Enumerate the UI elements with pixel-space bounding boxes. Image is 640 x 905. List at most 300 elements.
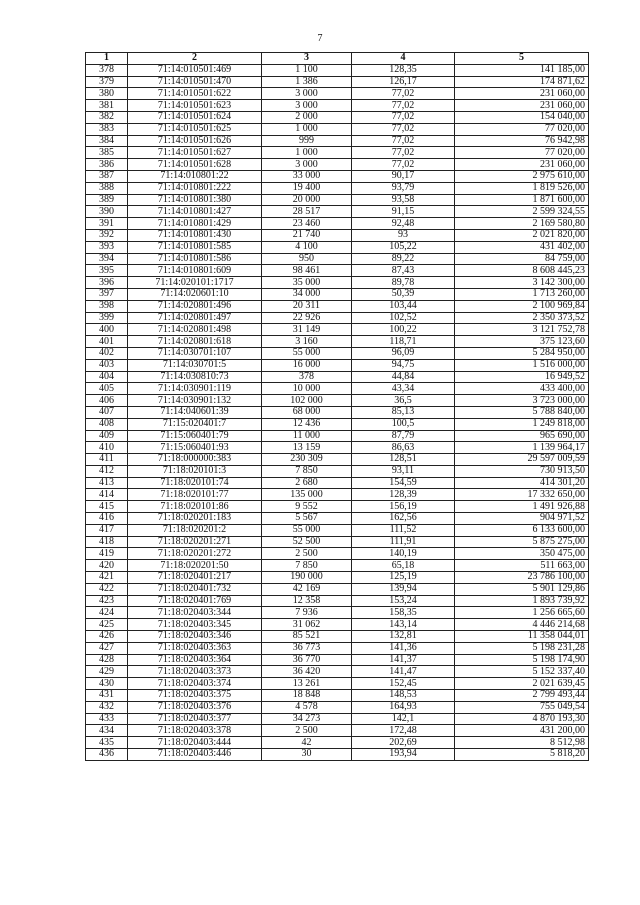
row-number-cell: 394 (86, 253, 128, 265)
cadastral-number-cell: 71:14:030701:5 (128, 359, 262, 371)
cadastral-value-cell: 141 185,00 (455, 64, 589, 76)
cadastral-number-cell: 71:14:010801:22 (128, 170, 262, 182)
specific-value-cell: 100,22 (352, 324, 455, 336)
area-cell: 19 400 (262, 182, 352, 194)
table-row (86, 241, 589, 253)
cadastral-number-cell: 71:14:010501:626 (128, 135, 262, 147)
row-number-cell: 420 (86, 560, 128, 572)
cadastral-value-cell: 414 301,20 (455, 477, 589, 489)
table-row (86, 359, 589, 371)
specific-value-cell: 92,48 (352, 218, 455, 230)
table-row (86, 501, 589, 513)
row-number-cell: 423 (86, 595, 128, 607)
row-number-cell: 433 (86, 713, 128, 725)
cadastral-number-cell: 71:14:010801:427 (128, 206, 262, 218)
cadastral-number-cell: 71:14:010801:222 (128, 182, 262, 194)
area-cell: 12 436 (262, 418, 352, 430)
cadastral-number-cell: 71:14:010501:622 (128, 88, 262, 100)
row-number-cell: 397 (86, 288, 128, 300)
specific-value-cell: 156,19 (352, 501, 455, 513)
specific-value-cell: 102,52 (352, 312, 455, 324)
cadastral-number-cell: 71:18:020401:732 (128, 583, 262, 595)
area-cell: 9 552 (262, 501, 352, 513)
area-cell: 5 567 (262, 513, 352, 525)
specific-value-cell: 87,43 (352, 265, 455, 277)
table-row (86, 560, 589, 572)
cadastral-value-cell: 2 975 610,00 (455, 170, 589, 182)
cadastral-value-cell: 11 358 044,01 (455, 631, 589, 643)
row-number-cell: 386 (86, 159, 128, 171)
area-cell: 36 773 (262, 642, 352, 654)
area-cell: 10 000 (262, 383, 352, 395)
area-cell: 7 850 (262, 560, 352, 572)
area-cell: 135 000 (262, 489, 352, 501)
row-number-cell: 416 (86, 513, 128, 525)
cadastral-number-cell: 71:15:060401:79 (128, 430, 262, 442)
table-row (86, 336, 589, 348)
cadastral-number-cell: 71:18:020403:444 (128, 737, 262, 749)
cadastral-number-cell: 71:18:020201:183 (128, 513, 262, 525)
row-number-cell: 435 (86, 737, 128, 749)
specific-value-cell: 128,51 (352, 454, 455, 466)
specific-value-cell: 50,39 (352, 288, 455, 300)
cadastral-value-cell: 77 020,00 (455, 147, 589, 159)
cadastral-value-cell: 1 893 739,92 (455, 595, 589, 607)
specific-value-cell: 141,47 (352, 666, 455, 678)
cadastral-number-cell: 71:18:020403:378 (128, 725, 262, 737)
table-row (86, 619, 589, 631)
specific-value-cell: 93,58 (352, 194, 455, 206)
specific-value-cell: 85,13 (352, 406, 455, 418)
area-cell: 12 358 (262, 595, 352, 607)
row-number-cell: 422 (86, 583, 128, 595)
table-row (86, 418, 589, 430)
row-number-cell: 402 (86, 347, 128, 359)
column-header-4: 4 (352, 53, 455, 65)
specific-value-cell: 77,02 (352, 100, 455, 112)
cadastral-value-cell: 3 142 300,00 (455, 277, 589, 289)
table-row (86, 395, 589, 407)
specific-value-cell: 105,22 (352, 241, 455, 253)
row-number-cell: 413 (86, 477, 128, 489)
specific-value-cell: 94,75 (352, 359, 455, 371)
cadastral-value-cell: 511 663,00 (455, 560, 589, 572)
specific-value-cell: 93 (352, 229, 455, 241)
cadastral-number-cell: 71:18:020403:373 (128, 666, 262, 678)
area-cell: 55 000 (262, 347, 352, 359)
cadastral-value-cell: 174 871,62 (455, 76, 589, 88)
cadastral-value-cell: 2 021 639,45 (455, 678, 589, 690)
row-number-cell: 393 (86, 241, 128, 253)
area-cell: 102 000 (262, 395, 352, 407)
specific-value-cell: 128,39 (352, 489, 455, 501)
cadastral-value-cell: 4 870 193,30 (455, 713, 589, 725)
area-cell: 42 169 (262, 583, 352, 595)
cadastral-number-cell: 71:18:020403:364 (128, 654, 262, 666)
row-number-cell: 400 (86, 324, 128, 336)
cadastral-value-cell: 5 198 231,28 (455, 642, 589, 654)
cadastral-number-cell: 71:15:060401:93 (128, 442, 262, 454)
row-number-cell: 391 (86, 218, 128, 230)
table-row (86, 194, 589, 206)
cadastral-number-cell: 71:18:020403:374 (128, 678, 262, 690)
cadastral-number-cell: 71:14:020601:10 (128, 288, 262, 300)
cadastral-value-cell: 231 060,00 (455, 159, 589, 171)
cadastral-value-cell: 1 819 526,00 (455, 182, 589, 194)
cadastral-value-cell: 231 060,00 (455, 88, 589, 100)
row-number-cell: 383 (86, 123, 128, 135)
table-row (86, 88, 589, 100)
area-cell: 20 000 (262, 194, 352, 206)
area-cell: 1 386 (262, 76, 352, 88)
area-cell: 950 (262, 253, 352, 265)
cadastral-number-cell: 71:18:020403:363 (128, 642, 262, 654)
area-cell: 18 848 (262, 690, 352, 702)
table-row (86, 690, 589, 702)
area-cell: 3 160 (262, 336, 352, 348)
table-row (86, 64, 589, 76)
area-cell: 52 500 (262, 536, 352, 548)
specific-value-cell: 139,94 (352, 583, 455, 595)
area-cell: 22 926 (262, 312, 352, 324)
row-number-cell: 392 (86, 229, 128, 241)
table-row (86, 725, 589, 737)
area-cell: 7 850 (262, 465, 352, 477)
specific-value-cell: 143,14 (352, 619, 455, 631)
row-number-cell: 414 (86, 489, 128, 501)
table-row (86, 642, 589, 654)
table-row (86, 406, 589, 418)
table-row (86, 749, 589, 761)
row-number-cell: 415 (86, 501, 128, 513)
table-row (86, 737, 589, 749)
table-row (86, 206, 589, 218)
column-header-3: 3 (262, 53, 352, 65)
row-number-cell: 406 (86, 395, 128, 407)
area-cell: 36 420 (262, 666, 352, 678)
specific-value-cell: 140,19 (352, 548, 455, 560)
area-cell: 36 770 (262, 654, 352, 666)
area-cell: 4 578 (262, 701, 352, 713)
area-cell: 30 (262, 749, 352, 761)
area-cell: 23 460 (262, 218, 352, 230)
cadastral-value-cell: 6 133 600,00 (455, 524, 589, 536)
cadastral-number-cell: 71:18:020403:346 (128, 631, 262, 643)
row-number-cell: 411 (86, 454, 128, 466)
cadastral-number-cell: 71:18:020401:769 (128, 595, 262, 607)
area-cell: 13 261 (262, 678, 352, 690)
row-number-cell: 404 (86, 371, 128, 383)
row-number-cell: 409 (86, 430, 128, 442)
cadastral-number-cell: 71:18:020403:375 (128, 690, 262, 702)
cadastral-number-cell: 71:18:020401:217 (128, 572, 262, 584)
cadastral-value-cell: 2 350 373,52 (455, 312, 589, 324)
specific-value-cell: 43,34 (352, 383, 455, 395)
specific-value-cell: 128,35 (352, 64, 455, 76)
table-row (86, 678, 589, 690)
cadastral-number-cell: 71:18:020403:345 (128, 619, 262, 631)
cadastral-value-cell: 1 871 600,00 (455, 194, 589, 206)
area-cell: 3 000 (262, 88, 352, 100)
row-number-cell: 431 (86, 690, 128, 702)
table-row (86, 489, 589, 501)
cadastral-number-cell: 71:14:020801:618 (128, 336, 262, 348)
specific-value-cell: 153,24 (352, 595, 455, 607)
specific-value-cell: 162,56 (352, 513, 455, 525)
cadastral-number-cell: 71:14:030810:73 (128, 371, 262, 383)
table-row (86, 324, 589, 336)
cadastral-number-cell: 71:18:020403:376 (128, 701, 262, 713)
cadastral-number-cell: 71:18:000000:383 (128, 454, 262, 466)
area-cell: 1 100 (262, 64, 352, 76)
specific-value-cell: 77,02 (352, 147, 455, 159)
table-row (86, 300, 589, 312)
cadastral-number-cell: 71:14:030901:132 (128, 395, 262, 407)
cadastral-number-cell: 71:14:020801:498 (128, 324, 262, 336)
cadastral-value-cell: 2 169 580,80 (455, 218, 589, 230)
specific-value-cell: 90,17 (352, 170, 455, 182)
table-row (86, 100, 589, 112)
cadastral-number-cell: 71:14:010801:429 (128, 218, 262, 230)
cadastral-number-cell: 71:18:020201:50 (128, 560, 262, 572)
row-number-cell: 403 (86, 359, 128, 371)
row-number-cell: 387 (86, 170, 128, 182)
cadastral-number-cell: 71:14:010501:625 (128, 123, 262, 135)
cadastral-value-cell: 904 971,52 (455, 513, 589, 525)
specific-value-cell: 86,63 (352, 442, 455, 454)
cadastral-number-cell: 71:18:020101:86 (128, 501, 262, 513)
table-row (86, 170, 589, 182)
row-number-cell: 399 (86, 312, 128, 324)
row-number-cell: 380 (86, 88, 128, 100)
table-row (86, 583, 589, 595)
specific-value-cell: 44,84 (352, 371, 455, 383)
table-row (86, 371, 589, 383)
area-cell: 1 000 (262, 123, 352, 135)
cadastral-number-cell: 71:14:010501:628 (128, 159, 262, 171)
cadastral-number-cell: 71:14:010801:586 (128, 253, 262, 265)
table-row (86, 607, 589, 619)
cadastral-value-cell: 5 818,20 (455, 749, 589, 761)
table-row (86, 477, 589, 489)
table-row (86, 548, 589, 560)
table-row (86, 159, 589, 171)
area-cell: 21 740 (262, 229, 352, 241)
cadastral-value-cell: 231 060,00 (455, 100, 589, 112)
table-row (86, 135, 589, 147)
specific-value-cell: 154,59 (352, 477, 455, 489)
specific-value-cell: 158,35 (352, 607, 455, 619)
table-row (86, 631, 589, 643)
specific-value-cell: 77,02 (352, 159, 455, 171)
specific-value-cell: 125,19 (352, 572, 455, 584)
row-number-cell: 395 (86, 265, 128, 277)
area-cell: 31 149 (262, 324, 352, 336)
table-body (86, 64, 589, 760)
cadastral-value-cell: 23 786 100,00 (455, 572, 589, 584)
table-row (86, 111, 589, 123)
area-cell: 378 (262, 371, 352, 383)
cadastral-number-cell: 71:14:010801:609 (128, 265, 262, 277)
area-cell: 55 000 (262, 524, 352, 536)
cadastral-value-cell: 1 139 964,17 (455, 442, 589, 454)
area-cell: 999 (262, 135, 352, 147)
cadastral-number-cell: 71:14:020801:496 (128, 300, 262, 312)
row-number-cell: 379 (86, 76, 128, 88)
table-row (86, 123, 589, 135)
row-number-cell: 385 (86, 147, 128, 159)
column-header-1: 1 (86, 53, 128, 65)
cadastral-value-cell: 5 198 174,90 (455, 654, 589, 666)
row-number-cell: 410 (86, 442, 128, 454)
table-row (86, 312, 589, 324)
specific-value-cell: 77,02 (352, 135, 455, 147)
table-row (86, 253, 589, 265)
area-cell: 7 936 (262, 607, 352, 619)
specific-value-cell: 89,78 (352, 277, 455, 289)
cadastral-value-cell: 76 942,98 (455, 135, 589, 147)
specific-value-cell: 148,53 (352, 690, 455, 702)
specific-value-cell: 103,44 (352, 300, 455, 312)
area-cell: 13 159 (262, 442, 352, 454)
table-row (86, 465, 589, 477)
row-number-cell: 412 (86, 465, 128, 477)
specific-value-cell: 93,11 (352, 465, 455, 477)
row-number-cell: 425 (86, 619, 128, 631)
area-cell: 33 000 (262, 170, 352, 182)
cadastral-value-cell: 1 713 260,00 (455, 288, 589, 300)
cadastral-value-cell: 5 152 337,40 (455, 666, 589, 678)
cadastral-value-cell: 5 284 950,00 (455, 347, 589, 359)
specific-value-cell: 142,1 (352, 713, 455, 725)
table-row (86, 147, 589, 159)
cadastral-value-cell: 84 759,00 (455, 253, 589, 265)
table-row (86, 513, 589, 525)
specific-value-cell: 87,79 (352, 430, 455, 442)
specific-value-cell: 77,02 (352, 111, 455, 123)
specific-value-cell: 202,69 (352, 737, 455, 749)
area-cell: 4 100 (262, 241, 352, 253)
area-cell: 11 000 (262, 430, 352, 442)
row-number-cell: 382 (86, 111, 128, 123)
specific-value-cell: 36,5 (352, 395, 455, 407)
cadastral-value-cell: 8 608 445,23 (455, 265, 589, 277)
cadastral-number-cell: 71:14:010501:469 (128, 64, 262, 76)
cadastral-number-cell: 71:18:020101:74 (128, 477, 262, 489)
cadastral-number-cell: 71:14:010801:380 (128, 194, 262, 206)
row-number-cell: 421 (86, 572, 128, 584)
cadastral-value-cell: 1 256 665,60 (455, 607, 589, 619)
column-header-5: 5 (455, 53, 589, 65)
table-row (86, 265, 589, 277)
area-cell: 20 311 (262, 300, 352, 312)
area-cell: 31 062 (262, 619, 352, 631)
area-cell: 68 000 (262, 406, 352, 418)
row-number-cell: 418 (86, 536, 128, 548)
header-row (86, 53, 589, 65)
area-cell: 85 521 (262, 631, 352, 643)
specific-value-cell: 152,45 (352, 678, 455, 690)
cadastral-number-cell: 71:18:020101:77 (128, 489, 262, 501)
cadastral-value-cell: 431 402,00 (455, 241, 589, 253)
area-cell: 34 000 (262, 288, 352, 300)
row-number-cell: 390 (86, 206, 128, 218)
specific-value-cell: 118,71 (352, 336, 455, 348)
row-number-cell: 417 (86, 524, 128, 536)
cadastral-value-cell: 433 400,00 (455, 383, 589, 395)
row-number-cell: 388 (86, 182, 128, 194)
table-row (86, 347, 589, 359)
specific-value-cell: 126,17 (352, 76, 455, 88)
area-cell: 35 000 (262, 277, 352, 289)
specific-value-cell: 111,91 (352, 536, 455, 548)
cadastral-value-cell: 8 512,98 (455, 737, 589, 749)
cadastral-value-cell: 2 021 820,00 (455, 229, 589, 241)
specific-value-cell: 193,94 (352, 749, 455, 761)
cadastral-number-cell: 71:15:020401:7 (128, 418, 262, 430)
table-row (86, 218, 589, 230)
cadastral-number-cell: 71:18:020201:2 (128, 524, 262, 536)
specific-value-cell: 141,36 (352, 642, 455, 654)
row-number-cell: 430 (86, 678, 128, 690)
table-row (86, 595, 589, 607)
row-number-cell: 432 (86, 701, 128, 713)
cadastral-number-cell: 71:18:020403:446 (128, 749, 262, 761)
cadastral-value-cell: 16 949,52 (455, 371, 589, 383)
specific-value-cell: 96,09 (352, 347, 455, 359)
row-number-cell: 434 (86, 725, 128, 737)
area-cell: 3 000 (262, 159, 352, 171)
row-number-cell: 398 (86, 300, 128, 312)
row-number-cell: 401 (86, 336, 128, 348)
table-row (86, 701, 589, 713)
cadastral-value-cell: 17 332 650,00 (455, 489, 589, 501)
area-cell: 3 000 (262, 100, 352, 112)
specific-value-cell: 141,37 (352, 654, 455, 666)
table-row (86, 454, 589, 466)
table-row (86, 76, 589, 88)
row-number-cell: 424 (86, 607, 128, 619)
cadastral-value-cell: 154 040,00 (455, 111, 589, 123)
row-number-cell: 408 (86, 418, 128, 430)
table-row (86, 229, 589, 241)
row-number-cell: 396 (86, 277, 128, 289)
cadastral-number-cell: 71:14:040601:39 (128, 406, 262, 418)
row-number-cell: 428 (86, 654, 128, 666)
row-number-cell: 389 (86, 194, 128, 206)
specific-value-cell: 172,48 (352, 725, 455, 737)
specific-value-cell: 111,52 (352, 524, 455, 536)
cadastral-value-cell: 3 121 752,78 (455, 324, 589, 336)
area-cell: 2 500 (262, 548, 352, 560)
row-number-cell: 436 (86, 749, 128, 761)
specific-value-cell: 100,5 (352, 418, 455, 430)
cadastral-value-cell: 730 913,50 (455, 465, 589, 477)
cadastral-value-cell: 4 446 214,68 (455, 619, 589, 631)
row-number-cell: 427 (86, 642, 128, 654)
area-cell: 230 309 (262, 454, 352, 466)
cadastral-value-cell: 5 901 129,86 (455, 583, 589, 595)
row-number-cell: 381 (86, 100, 128, 112)
specific-value-cell: 164,93 (352, 701, 455, 713)
cadastral-value-cell: 5 788 840,00 (455, 406, 589, 418)
row-number-cell: 419 (86, 548, 128, 560)
specific-value-cell: 91,15 (352, 206, 455, 218)
area-cell: 28 517 (262, 206, 352, 218)
cadastral-number-cell: 71:14:010801:430 (128, 229, 262, 241)
specific-value-cell: 93,79 (352, 182, 455, 194)
area-cell: 190 000 (262, 572, 352, 584)
